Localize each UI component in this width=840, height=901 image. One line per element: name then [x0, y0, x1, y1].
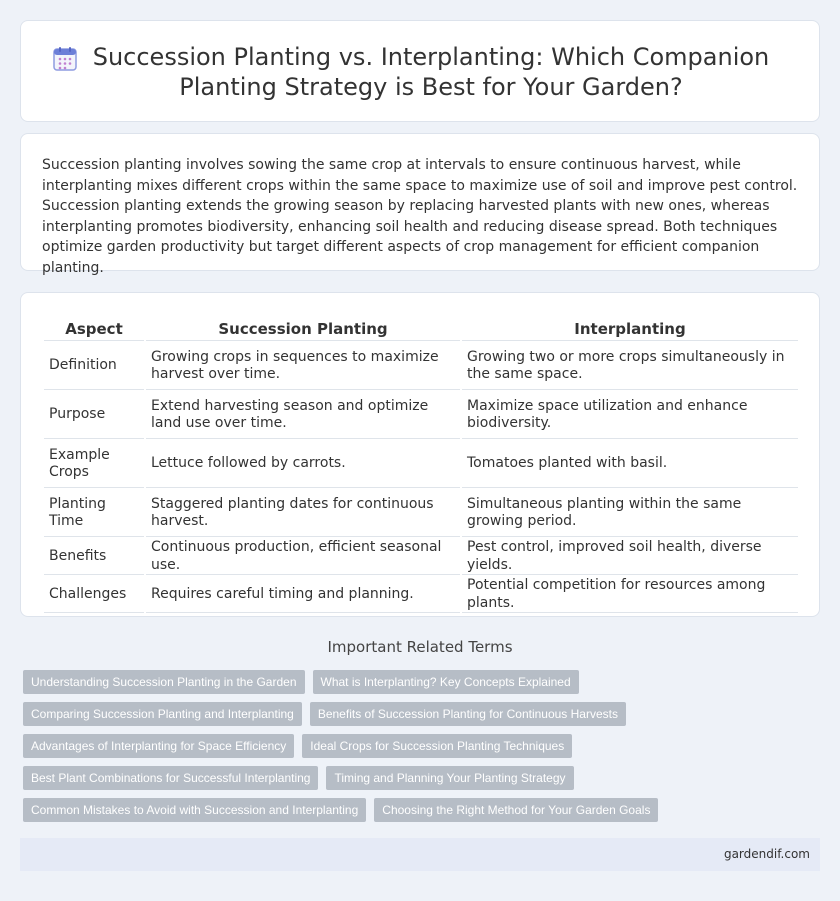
succession-cell: Extend harvesting season and optimize land use over time. [146, 392, 460, 439]
table-row [44, 577, 798, 613]
succession-cell: Requires careful timing and planning. [146, 577, 460, 613]
related-term-link[interactable]: Benefits of Succession Planting for Continuous Harvests [310, 702, 626, 726]
related-term-link[interactable]: Choosing the Right Method for Your Garden Goals [374, 798, 658, 822]
table-row [44, 539, 798, 575]
related-term-link[interactable]: Understanding Succession Planting in the Garden [23, 670, 305, 694]
aspect-cell: Example Crops [44, 441, 144, 488]
table-row [44, 441, 798, 488]
table-row [44, 490, 798, 537]
header-succession: Succession Planting [146, 317, 460, 341]
interplanting-cell: Potential competition for resources among plants. [462, 577, 798, 613]
aspect-cell: Purpose [44, 392, 144, 439]
related-terms-list [23, 670, 823, 830]
interplanting-cell: Simultaneous planting within the same growing period. [462, 490, 798, 537]
aspect-cell: Challenges [44, 577, 144, 613]
header-aspect: Aspect [44, 317, 144, 341]
table-row [44, 392, 798, 439]
succession-cell: Growing crops in sequences to maximize harvest over time. [146, 343, 460, 390]
intro-card [20, 133, 820, 276]
related-terms-heading: Important Related Terms [327, 638, 513, 656]
succession-cell: Lettuce followed by carrots. [146, 441, 460, 488]
intro-paragraph: Succession planting involves sowing the same crop at intervals to ensure continuous harvest, while interplanting mixes different crops within the same space to maximize use of soil and improve pest control. Succession planting extends the growing season by replacing harvested plants with new ones, whereas interplanting promotes biodiversity, enhancing soil health and reducing disease spread. Both techniques optimize garden productivity but target different aspects of crop management for efficient companion planting. [42, 157, 798, 276]
aspect-cell: Benefits [44, 539, 144, 575]
interplanting-cell: Tomatoes planted with basil. [462, 441, 798, 488]
related-term-link[interactable]: Comparing Succession Planting and Interplanting [23, 702, 302, 726]
succession-cell: Staggered planting dates for continuous harvest. [146, 490, 460, 537]
related-term-link[interactable]: Advantages of Interplanting for Space Efficiency [23, 734, 294, 758]
comparison-table [42, 315, 800, 615]
table-header-row [44, 317, 798, 341]
related-term-link[interactable]: Common Mistakes to Avoid with Succession and Interplanting [23, 798, 366, 822]
related-term-link[interactable]: Best Plant Combinations for Successful Interplanting [23, 766, 318, 790]
site-name[interactable]: gardendif.com [723, 847, 810, 861]
interplanting-cell: Maximize space utilization and enhance biodiversity. [462, 392, 798, 439]
related-term-link[interactable]: Timing and Planning Your Planting Strategy [326, 766, 573, 790]
header-interplanting: Interplanting [462, 317, 798, 341]
interplanting-cell: Growing two or more crops simultaneously in the same space. [462, 343, 798, 390]
interplanting-cell: Pest control, improved soil health, diverse yields. [462, 539, 798, 575]
related-term-link[interactable]: What is Interplanting? Key Concepts Explained [313, 670, 579, 694]
footer-bar [20, 838, 820, 871]
page-title: Succession Planting vs. Interplanting: Which Companion Planting Strategy is Best for Your Garden? [92, 43, 770, 101]
table-row [44, 343, 798, 390]
title-card [20, 20, 820, 122]
aspect-cell: Definition [44, 343, 144, 390]
comparison-card [20, 292, 820, 617]
related-term-link[interactable]: Ideal Crops for Succession Planting Techniques [302, 734, 572, 758]
succession-cell: Continuous production, efficient seasonal use. [146, 539, 460, 575]
aspect-cell: Planting Time [44, 490, 144, 537]
